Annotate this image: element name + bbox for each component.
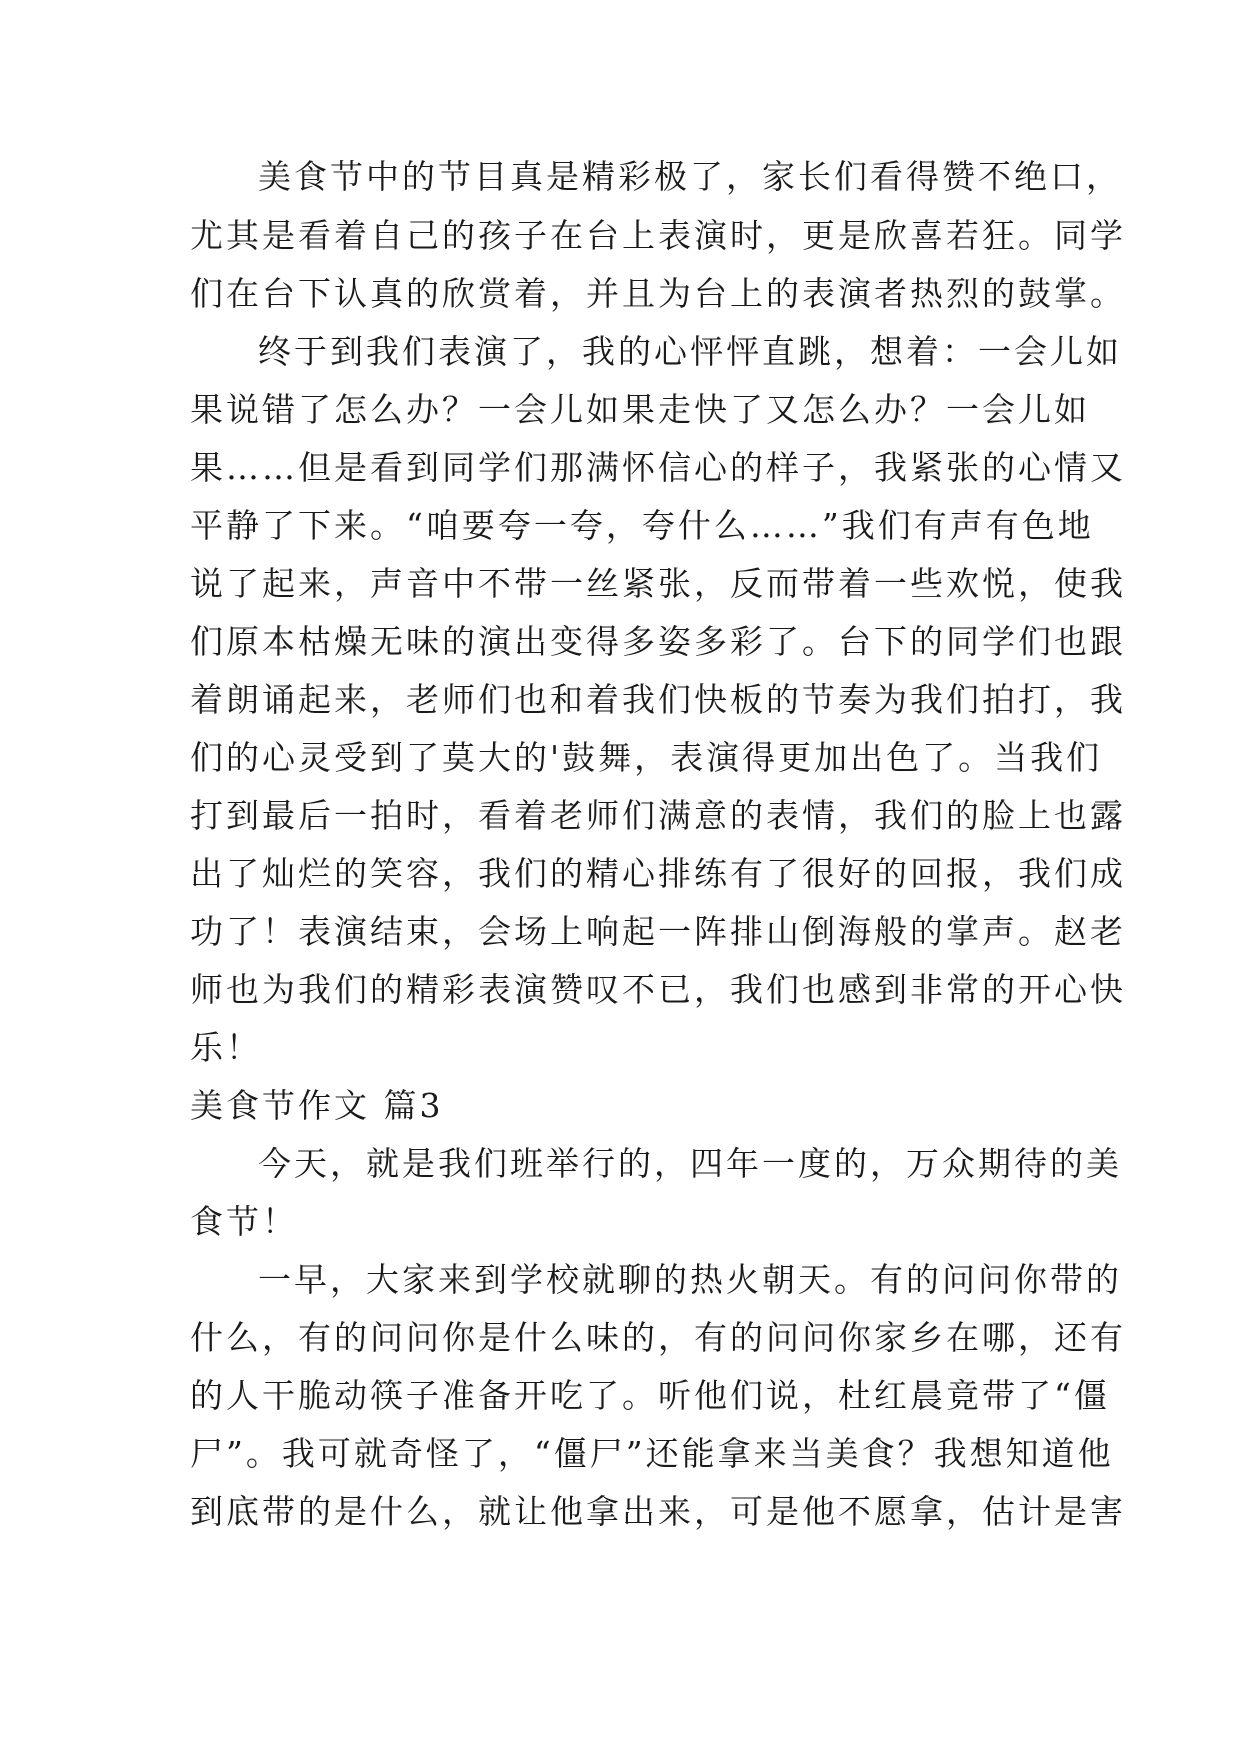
- text-line: 打到最后一拍时，看着老师们满意的表情，我们的脸上也露: [190, 796, 1126, 835]
- text-line: 到底带的是什么，就让他拿出来，可是他不愿拿，估计是害: [190, 1492, 1126, 1531]
- section-heading: 美食节作文 篇3: [190, 1086, 444, 1125]
- text-line: 尤其是看着自己的孩子在台上表演时，更是欣喜若狂。同学: [190, 216, 1126, 255]
- text-line: 一早，大家来到学校就聊的热火朝天。有的问问你带的: [258, 1260, 1122, 1299]
- text-line: 的人干脆动筷子准备开吃了。听他们说，杜红晨竟带了“僵: [190, 1376, 1110, 1415]
- text-line: 功了！表演结束，会场上响起一阵排山倒海般的掌声。赵老: [190, 912, 1126, 951]
- text-line: 乐！: [190, 1028, 262, 1067]
- text-line: 师也为我们的精彩表演赞叹不已，我们也感到非常的开心快: [190, 970, 1126, 1009]
- text-line: 终于到我们表演了，我的心怦怦直跳，想着：一会儿如: [258, 332, 1122, 371]
- text-line: 们原本枯燥无味的演出变得多姿多彩了。台下的同学们也跟: [190, 622, 1126, 661]
- text-line: 们在台下认真的欣赏着，并且为台上的表演者热烈的鼓掌。: [190, 274, 1126, 313]
- text-line: 什么，有的问问你是什么味的，有的问问你家乡在哪，还有: [190, 1318, 1126, 1357]
- text-line: 美食节中的节目真是精彩极了，家长们看得赞不绝口，: [258, 157, 1122, 196]
- text-line: 着朗诵起来，老师们也和着我们快板的节奏为我们拍打，我: [190, 680, 1126, 719]
- text-line: 果说错了怎么办？一会儿如果走快了又怎么办？一会儿如: [190, 390, 1090, 429]
- text-line: 尸”。我可就奇怪了，“僵尸”还能拿来当美食？我想知道他: [190, 1434, 1114, 1473]
- text-line: 食节！: [190, 1202, 298, 1241]
- text-line: 出了灿烂的笑容，我们的精心排练有了很好的回报，我们成: [190, 854, 1126, 893]
- text-line: 今天，就是我们班举行的，四年一度的，万众期待的美: [258, 1144, 1122, 1183]
- text-line: 平静了下来。“咱要夸一夸，夸什么……”我们有声有色地: [190, 506, 1094, 545]
- text-line: 果……但是看到同学们那满怀信心的样子，我紧张的心情又: [190, 448, 1126, 487]
- text-line: 说了起来，声音中不带一丝紧张，反而带着一些欢悦，使我: [190, 564, 1126, 603]
- text-line: 们的心灵受到了莫大的'鼓舞，表演得更加出色了。当我们: [190, 738, 1103, 777]
